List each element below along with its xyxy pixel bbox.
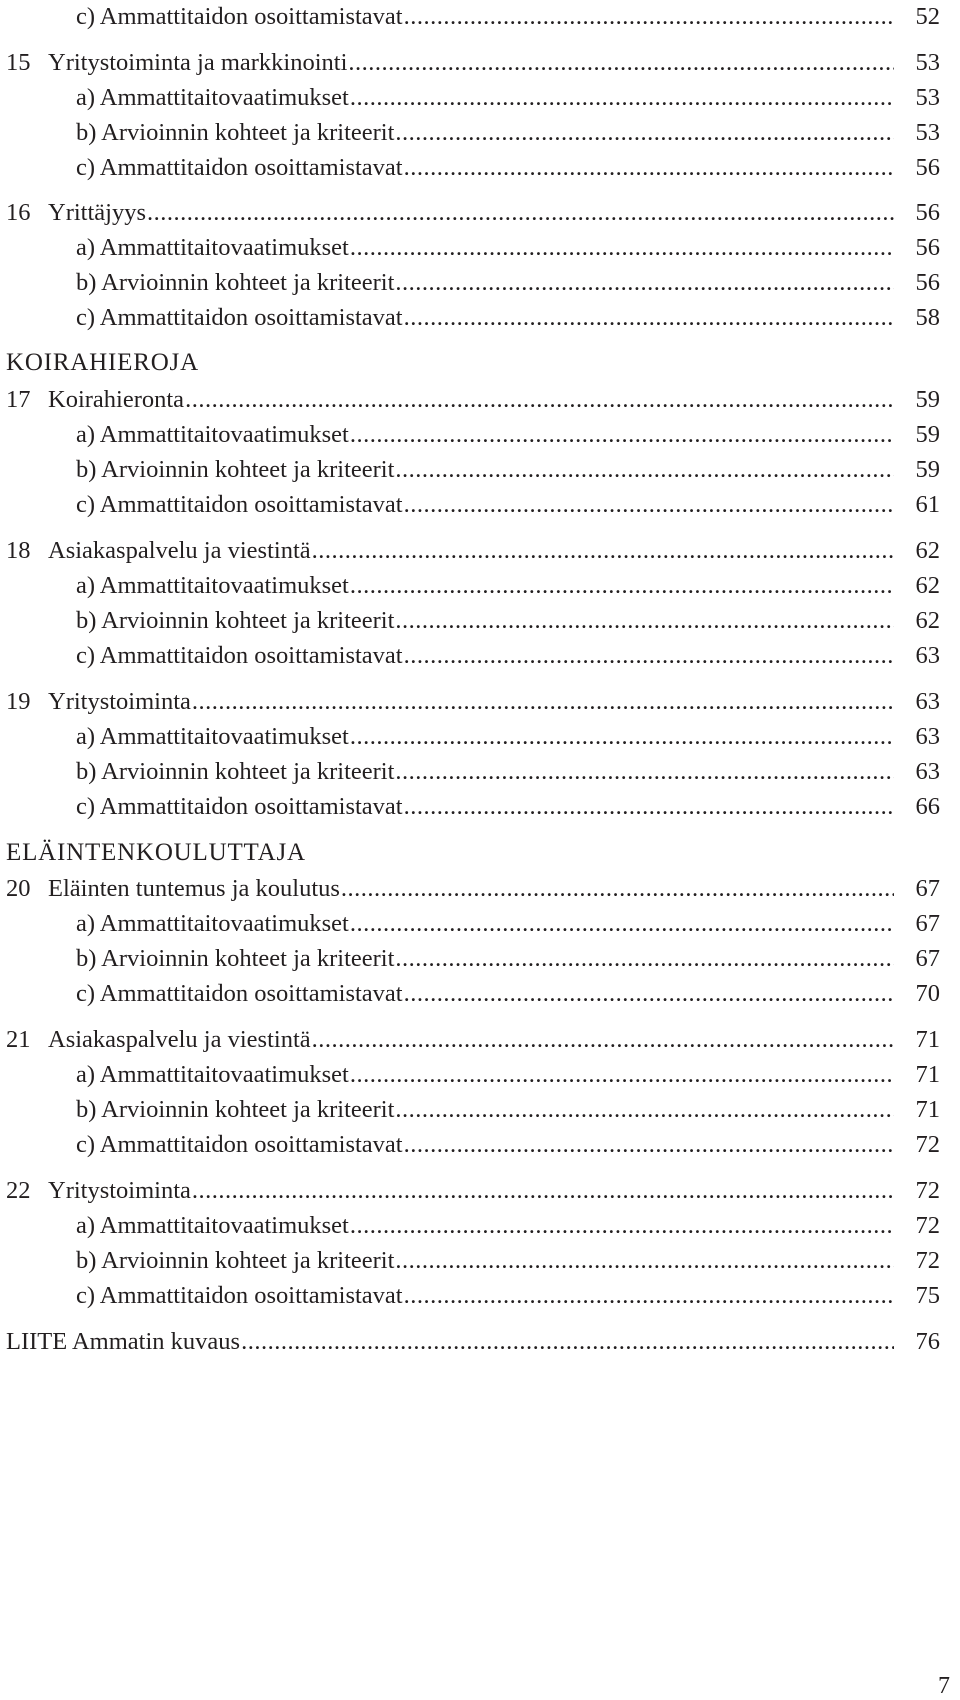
toc-entry-title: c) Ammattitaidon osoittamistavat (76, 304, 403, 331)
toc-dot-leader (404, 977, 894, 1011)
toc-chapter-number: 20 (6, 875, 31, 902)
toc-entry-title: b) Arvioinnin kohteet ja kriteerit (76, 945, 395, 972)
toc-entry-title: a) Ammattitaitovaatimukset (76, 572, 349, 599)
toc-sub-row (6, 151, 940, 185)
toc-sub-row (6, 942, 940, 976)
toc-sub-row (6, 231, 940, 265)
toc-sub-row (6, 569, 940, 603)
toc-entry-title: b) Arvioinnin kohteet ja kriteerit (76, 758, 395, 785)
toc-entry-title: c) Ammattitaidon osoittamistavat (76, 1131, 403, 1158)
toc-entry-title: c) Ammattitaidon osoittamistavat (76, 1282, 403, 1309)
toc-chapter-row (6, 1325, 940, 1359)
toc-entry-title: c) Ammattitaidon osoittamistavat (76, 642, 403, 669)
toc-chapter-number: 15 (6, 49, 31, 76)
toc-page-number: 53 (915, 49, 940, 76)
toc-dot-leader (350, 231, 894, 265)
toc-dot-leader (404, 0, 894, 34)
toc-entry-title: b) Arvioinnin kohteet ja kriteerit (76, 607, 395, 634)
toc-entry-title: Koirahieronta (48, 386, 185, 413)
toc-page-number: 67 (915, 945, 940, 972)
toc-page-number: 71 (915, 1096, 940, 1123)
toc-page-number: 62 (915, 572, 940, 599)
toc-dot-leader (395, 1244, 894, 1278)
toc-page-number: 56 (915, 154, 940, 181)
toc-page-number: 75 (915, 1282, 940, 1309)
toc-sub-row (6, 266, 940, 300)
toc-entry-title: Yritystoiminta (48, 1177, 191, 1204)
toc-page-number: 56 (915, 199, 940, 226)
toc-entry-title: c) Ammattitaidon osoittamistavat (76, 980, 403, 1007)
toc-page-number: 63 (915, 758, 940, 785)
toc-dot-leader (395, 755, 894, 789)
toc-dot-leader (350, 569, 894, 603)
toc-dot-leader (395, 453, 894, 487)
toc-page-number: 72 (915, 1131, 940, 1158)
toc-dot-leader (341, 872, 894, 906)
toc-sub-row (6, 639, 940, 673)
toc-page-number: 63 (915, 688, 940, 715)
toc-chapter-row (6, 685, 940, 719)
toc-sub-row (6, 488, 940, 522)
toc-entry-title: c) Ammattitaidon osoittamistavat (76, 154, 403, 181)
toc-dot-leader (404, 1128, 894, 1162)
toc-page-number: 59 (915, 456, 940, 483)
toc-entry-title: c) Ammattitaidon osoittamistavat (76, 491, 403, 518)
toc-entry-title: Eläinten tuntemus ja koulutus (48, 875, 340, 902)
toc-chapter-number: 17 (6, 386, 31, 413)
toc-dot-leader (192, 685, 894, 719)
toc-dot-leader (395, 116, 894, 150)
toc-sub-row (6, 81, 940, 115)
toc-dot-leader (147, 196, 894, 230)
toc-dot-leader (348, 46, 894, 80)
toc-dot-leader (395, 266, 894, 300)
toc-page-number: 67 (915, 910, 940, 937)
toc-dot-leader (312, 534, 894, 568)
toc-entry-title: Yritystoiminta (48, 688, 191, 715)
toc-dot-leader (192, 1174, 894, 1208)
toc-page-number: 63 (915, 642, 940, 669)
toc-page-number: 72 (915, 1247, 940, 1274)
toc-sub-row (6, 755, 940, 789)
toc-page-number: 71 (915, 1061, 940, 1088)
toc-entry-title: a) Ammattitaitovaatimukset (76, 1212, 349, 1239)
toc-dot-leader (404, 151, 894, 185)
toc-dot-leader (404, 790, 894, 824)
toc-sub-row (6, 720, 940, 754)
toc-page-number: 67 (915, 875, 940, 902)
toc-page-number: 63 (915, 723, 940, 750)
toc-sub-row (6, 453, 940, 487)
toc-dot-leader (404, 488, 894, 522)
toc-entry-title: a) Ammattitaitovaatimukset (76, 421, 349, 448)
toc-entry-title: a) Ammattitaitovaatimukset (76, 84, 349, 111)
toc-sub-row (6, 1209, 940, 1243)
toc-chapter-row (6, 534, 940, 568)
toc-chapter-row (6, 46, 940, 80)
toc-chapter-number: 21 (6, 1026, 31, 1053)
toc-sub-row (6, 1093, 940, 1127)
toc-dot-leader (395, 1093, 894, 1127)
toc-sub-row (6, 116, 940, 150)
toc-entry-title: a) Ammattitaitovaatimukset (76, 1061, 349, 1088)
toc-chapter-number: 18 (6, 537, 31, 564)
toc-sub-row (6, 604, 940, 638)
toc-chapter-number: 16 (6, 199, 31, 226)
toc-dot-leader (241, 1325, 894, 1359)
toc-section-heading (6, 836, 940, 870)
toc-dot-leader (350, 81, 894, 115)
toc-sub-row (6, 418, 940, 452)
toc-dot-leader (404, 301, 894, 335)
toc-entry-title: ELÄINTENKOULUTTAJA (6, 839, 306, 866)
toc-page-number: 70 (915, 980, 940, 1007)
toc-sub-row (6, 1244, 940, 1278)
toc-page-number: 72 (915, 1212, 940, 1239)
toc-sub-row (6, 977, 940, 1011)
toc-chapter-row (6, 196, 940, 230)
toc-section-heading (6, 346, 940, 380)
toc-entry-title: c) Ammattitaidon osoittamistavat (76, 3, 403, 30)
toc-page-number: 62 (915, 537, 940, 564)
toc-dot-leader (350, 720, 894, 754)
toc-page-number: 61 (915, 491, 940, 518)
toc-dot-leader (395, 604, 894, 638)
toc-sub-row (6, 1128, 940, 1162)
toc-entry-title: b) Arvioinnin kohteet ja kriteerit (76, 456, 395, 483)
toc-entry-title: b) Arvioinnin kohteet ja kriteerit (76, 269, 395, 296)
toc-entry-title: a) Ammattitaitovaatimukset (76, 234, 349, 261)
toc-page-number: 76 (915, 1328, 940, 1355)
toc-page-number: 71 (915, 1026, 940, 1053)
toc-chapter-row (6, 872, 940, 906)
toc-sub-row (6, 790, 940, 824)
toc-page-number: 72 (915, 1177, 940, 1204)
toc-entry-title: b) Arvioinnin kohteet ja kriteerit (76, 119, 395, 146)
toc-sub-row (6, 0, 940, 34)
page-number: 7 (938, 1673, 950, 1699)
toc-chapter-row (6, 1174, 940, 1208)
toc-page-number: 59 (915, 421, 940, 448)
toc-sub-row (6, 1058, 940, 1092)
toc-dot-leader (350, 1058, 894, 1092)
toc-dot-leader (404, 639, 894, 673)
toc-entry-title: a) Ammattitaitovaatimukset (76, 910, 349, 937)
toc-sub-row (6, 907, 940, 941)
toc-entry-title: KOIRAHIEROJA (6, 349, 199, 376)
toc-dot-leader (185, 383, 894, 417)
toc-entry-title: c) Ammattitaidon osoittamistavat (76, 793, 403, 820)
toc-sub-row (6, 1279, 940, 1313)
toc-dot-leader (350, 1209, 894, 1243)
toc-page-number: 62 (915, 607, 940, 634)
toc-page-number: 56 (915, 234, 940, 261)
toc-entry-title: Yritystoiminta ja markkinointi (48, 49, 348, 76)
toc-sub-row (6, 301, 940, 335)
toc-entry-title: LIITE Ammatin kuvaus (6, 1328, 241, 1355)
toc-entry-title: Asiakaspalvelu ja viestintä (48, 537, 311, 564)
toc-entry-title: a) Ammattitaitovaatimukset (76, 723, 349, 750)
toc-dot-leader (395, 942, 894, 976)
toc-entry-title: b) Arvioinnin kohteet ja kriteerit (76, 1247, 395, 1274)
toc-entry-title: b) Arvioinnin kohteet ja kriteerit (76, 1096, 395, 1123)
toc-chapter-row (6, 1023, 940, 1057)
toc-entry-title: Asiakaspalvelu ja viestintä (48, 1026, 311, 1053)
toc-page-number: 53 (915, 84, 940, 111)
toc-page-number: 52 (915, 3, 940, 30)
toc-dot-leader (404, 1279, 894, 1313)
toc-page-number: 66 (915, 793, 940, 820)
toc-chapter-row (6, 383, 940, 417)
toc-page-number: 58 (915, 304, 940, 331)
toc-chapter-number: 22 (6, 1177, 31, 1204)
toc-page-number: 59 (915, 386, 940, 413)
toc-dot-leader (350, 907, 894, 941)
toc-page-number: 56 (915, 269, 940, 296)
toc-dot-leader (350, 418, 894, 452)
toc-dot-leader (312, 1023, 894, 1057)
toc-page-number: 53 (915, 119, 940, 146)
toc-chapter-number: 19 (6, 688, 31, 715)
toc-entry-title: Yrittäjyys (48, 199, 146, 226)
